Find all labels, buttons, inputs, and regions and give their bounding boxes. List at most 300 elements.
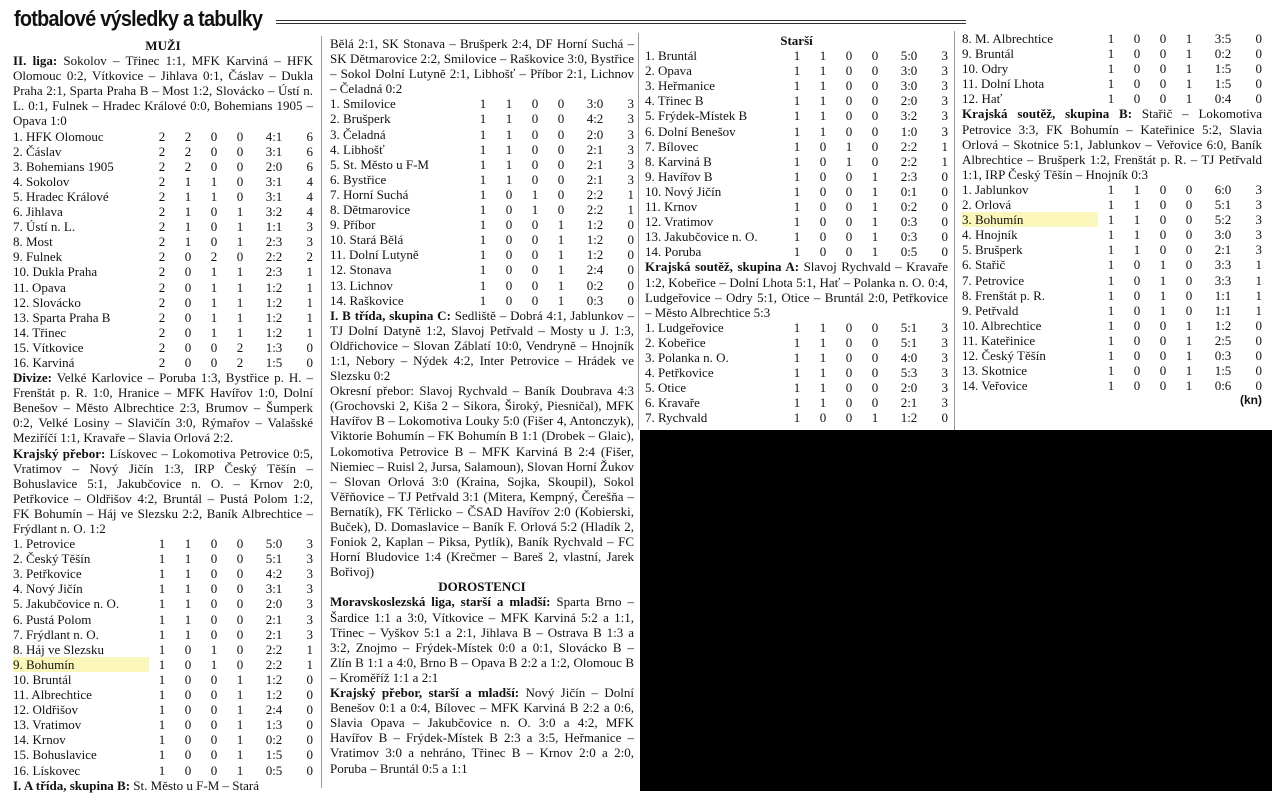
team-name: 4. Sokolov <box>13 173 70 189</box>
wins: 1 <box>1133 212 1141 228</box>
score: 1:1 <box>265 219 283 235</box>
draws: 1 <box>210 188 218 204</box>
wins: 0 <box>184 264 192 280</box>
standings-row <box>645 380 948 395</box>
games: 1 <box>793 183 801 199</box>
score: 2:1 <box>586 156 604 172</box>
draws: 0 <box>845 168 853 184</box>
losses: 1 <box>236 264 244 280</box>
score: 3:2 <box>265 204 283 220</box>
wins: 1 <box>1133 227 1141 243</box>
draws: 0 <box>845 199 853 215</box>
points: 3 <box>941 108 948 124</box>
games: 1 <box>793 168 801 184</box>
losses: 0 <box>871 78 879 94</box>
standings-row <box>645 108 948 123</box>
games: 2 <box>158 279 166 295</box>
ks-b-results <box>962 106 1262 181</box>
wins: 1 <box>819 334 827 350</box>
points: 1 <box>306 324 313 340</box>
score: 2:2 <box>265 249 283 265</box>
points: 3 <box>306 596 313 612</box>
team-name: 11. Opava <box>13 279 66 295</box>
losses: 1 <box>557 292 565 308</box>
wins: 1 <box>184 611 192 627</box>
team-name: 10. Dukla Praha <box>13 264 98 280</box>
column-divider <box>321 36 322 788</box>
points: 0 <box>1255 378 1262 394</box>
ks-b-table <box>962 182 1262 393</box>
msl-results <box>330 594 634 685</box>
wins: 0 <box>1133 347 1141 363</box>
standings-row <box>962 378 1262 393</box>
score: 1:2 <box>265 324 283 340</box>
losses: 0 <box>236 173 244 189</box>
draws: 1 <box>210 309 218 325</box>
draws: 1 <box>845 153 853 169</box>
standings-row <box>13 129 313 144</box>
draws: 0 <box>531 111 539 127</box>
team-name: 1. Bruntál <box>645 48 697 64</box>
losses: 1 <box>236 294 244 310</box>
games: 1 <box>479 217 487 233</box>
standings-row <box>962 333 1262 348</box>
games: 1 <box>793 319 801 335</box>
score: 1:2 <box>265 687 283 703</box>
points: 0 <box>1255 317 1262 333</box>
points: 1 <box>306 279 313 295</box>
draws: 0 <box>531 277 539 293</box>
points: 0 <box>306 671 313 687</box>
points: 1 <box>1255 272 1262 288</box>
wins: 0 <box>1133 287 1141 303</box>
points: 1 <box>627 202 634 218</box>
team-name: 6. Pustá Polom <box>13 611 92 627</box>
points: 3 <box>306 219 313 235</box>
standings-row <box>645 244 948 259</box>
points: 6 <box>306 128 313 144</box>
kp-dorost-text: Nový Jičín – Dolní Benešov 0:1 a 0:4, Bílovec – MFK Karviná B 2:2 a 0:6, Slavia Opava – Jakubčovice n. O. 3:0 a 4:2, MFK Havířov B – Frýdek-Místek B 2:3 a 3:5, Heřmanice – Vratimov 3:0 a nehráno, Třinec B – Krnov 2:0 a 2:0, Poruba – Bruntál 0:5 a 1:1 <box>330 685 634 776</box>
draws: 0 <box>845 380 853 396</box>
draws: 0 <box>210 596 218 612</box>
wins: 0 <box>184 641 192 657</box>
games: 1 <box>1107 257 1115 273</box>
losses: 0 <box>1185 181 1193 197</box>
wins: 0 <box>1133 332 1141 348</box>
points: 1 <box>941 153 948 169</box>
losses: 1 <box>871 199 879 215</box>
wins: 0 <box>184 294 192 310</box>
points: 0 <box>306 717 313 733</box>
wins: 0 <box>1133 46 1141 62</box>
team-name: 8. Háj ve Slezsku <box>13 641 104 657</box>
team-name: 7. Horní Suchá <box>330 186 409 202</box>
losses: 1 <box>1185 378 1193 394</box>
team-name: 14. Třinec <box>13 324 67 340</box>
points: 1 <box>627 186 634 202</box>
points: 3 <box>306 551 313 567</box>
points: 3 <box>941 78 948 94</box>
losses: 1 <box>557 232 565 248</box>
draws: 0 <box>1159 197 1167 213</box>
score: 3:0 <box>900 78 918 94</box>
losses: 1 <box>236 279 244 295</box>
draws: 0 <box>1159 46 1167 62</box>
score: 1:2 <box>265 671 283 687</box>
points: 1 <box>306 309 313 325</box>
points: 3 <box>941 349 948 365</box>
standings-row <box>330 96 634 111</box>
wins: 1 <box>819 108 827 124</box>
wins: 1 <box>505 171 513 187</box>
games: 1 <box>158 596 166 612</box>
games: 1 <box>793 229 801 245</box>
games: 1 <box>158 687 166 703</box>
team-name: 5. Frýdek-Místek B <box>645 108 748 124</box>
games: 1 <box>793 78 801 94</box>
draws: 0 <box>1159 332 1167 348</box>
draws: 0 <box>210 702 218 718</box>
standings-row <box>13 747 313 762</box>
column-divider <box>954 31 955 430</box>
ib-trida-results <box>330 308 634 383</box>
team-name: 3. Bohemians 1905 <box>13 158 114 174</box>
column-4 <box>962 31 1262 408</box>
games: 2 <box>158 158 166 174</box>
wins: 0 <box>819 168 827 184</box>
points: 3 <box>627 156 634 172</box>
standings-row <box>645 335 948 350</box>
wins: 1 <box>819 78 827 94</box>
points: 1 <box>306 294 313 310</box>
column-3 <box>645 33 948 425</box>
ia-trida-results-cont: Bělá 2:1, SK Stonava – Brušperk 2:4, DF Horní Suchá – SK Dětmarovice 2:2, Smilovice – Raškovice 3:0, Bystřice – Sokol Dolní Lutyně 2:1, Libhošť – Příbor 2:1, Lichnov – Čeladná 0:2 <box>330 36 634 97</box>
page-header <box>14 6 1264 32</box>
points: 0 <box>941 229 948 245</box>
ia-trida-results <box>13 778 313 793</box>
losses: 0 <box>871 138 879 154</box>
team-name: 5. Otice <box>645 380 687 396</box>
losses: 0 <box>871 349 879 365</box>
standings-row <box>962 363 1262 378</box>
team-name: 11. Krnov <box>645 199 698 215</box>
wins: 0 <box>184 747 192 763</box>
draws: 0 <box>210 354 218 370</box>
points: 6 <box>306 158 313 174</box>
score: 2:4 <box>265 702 283 718</box>
points: 0 <box>1255 363 1262 379</box>
games: 1 <box>1107 31 1115 46</box>
draws: 0 <box>1159 212 1167 228</box>
draws: 0 <box>1159 61 1167 77</box>
wins: 0 <box>819 183 827 199</box>
team-name: 14. Raškovice <box>330 292 404 308</box>
losses: 1 <box>1185 46 1193 62</box>
standings-row <box>13 627 313 642</box>
score: 2:2 <box>900 153 918 169</box>
team-name: 9. Bohumín <box>13 657 149 672</box>
msl-heading: Moravskoslezská liga, starší a mladší: <box>330 594 551 610</box>
column-1 <box>13 38 313 793</box>
losses: 0 <box>236 641 244 657</box>
score: 0:2 <box>265 732 283 748</box>
team-name: 10. Bruntál <box>13 671 72 687</box>
score: 6:0 <box>1214 181 1232 197</box>
draws: 0 <box>845 48 853 64</box>
standings-row <box>13 264 313 279</box>
standings-row <box>645 365 948 380</box>
team-name: 1. HFK Olomouc <box>13 128 104 144</box>
points: 0 <box>306 747 313 763</box>
games: 1 <box>158 732 166 748</box>
games: 2 <box>158 264 166 280</box>
standings-row <box>330 187 634 202</box>
team-name: 9. Petřvald <box>962 302 1019 318</box>
score: 4:0 <box>900 349 918 365</box>
standings-row <box>13 310 313 325</box>
ks-b-text: Stařič – Lokomotiva Petrovice 3:3, FK Bohumín – Kateřinice 5:2, Slavia Orlová – Skotnice 5:1, Jablunkov – Veřovice 6:0, Baník Albrechtice – Brušperk 1:2, Frenštát p. R. – TJ Petřvald 1:1, IRP Český Těšín – Hnojník 0:3 <box>962 106 1262 182</box>
standings-row <box>645 169 948 184</box>
games: 1 <box>158 656 166 672</box>
games: 1 <box>158 551 166 567</box>
draws: 0 <box>845 365 853 381</box>
team-name: 2. Český Těšín <box>13 551 91 567</box>
draws: 1 <box>1159 287 1167 303</box>
losses: 0 <box>871 108 879 124</box>
standings-row <box>13 159 313 174</box>
wins: 0 <box>184 732 192 748</box>
draws: 0 <box>210 204 218 220</box>
score: 0:2 <box>1214 46 1232 62</box>
points: 0 <box>627 262 634 278</box>
draws: 0 <box>845 395 853 411</box>
games: 1 <box>158 702 166 718</box>
team-name: 12. Oldřišov <box>13 702 78 718</box>
standings-row <box>13 536 313 551</box>
points: 3 <box>941 63 948 79</box>
team-name: 7. Rychvald <box>645 410 708 426</box>
games: 1 <box>1107 197 1115 213</box>
wins: 2 <box>184 158 192 174</box>
points: 0 <box>627 277 634 293</box>
team-name: 6. Bystřice <box>330 171 387 187</box>
points: 3 <box>306 234 313 250</box>
score: 2:2 <box>265 656 283 672</box>
score: 4:2 <box>586 111 604 127</box>
team-name: 15. Vítkovice <box>13 339 84 355</box>
points: 0 <box>1255 61 1262 77</box>
losses: 0 <box>557 141 565 157</box>
games: 1 <box>1107 61 1115 77</box>
losses: 1 <box>871 410 879 426</box>
team-name: 8. Most <box>13 234 53 250</box>
points: 1 <box>306 656 313 672</box>
team-name: 3. Heřmanice <box>645 78 716 94</box>
draws: 0 <box>845 410 853 426</box>
wins: 1 <box>505 111 513 127</box>
losses: 0 <box>236 128 244 144</box>
points: 0 <box>306 702 313 718</box>
losses: 0 <box>1185 287 1193 303</box>
team-name: 16. Karviná <box>13 354 75 370</box>
games: 1 <box>158 626 166 642</box>
team-name: 5. Jakubčovice n. O. <box>13 596 120 612</box>
draws: 0 <box>845 229 853 245</box>
draws: 0 <box>210 626 218 642</box>
draws: 0 <box>845 349 853 365</box>
points: 3 <box>627 111 634 127</box>
games: 1 <box>1107 76 1115 92</box>
standings-row <box>645 93 948 108</box>
wins: 1 <box>819 395 827 411</box>
section-title-dorostenci: DOROSTENCI <box>438 579 526 595</box>
losses: 1 <box>871 168 879 184</box>
losses: 0 <box>557 96 565 112</box>
draws: 1 <box>1159 257 1167 273</box>
title-rule <box>276 20 966 24</box>
losses: 1 <box>236 204 244 220</box>
okresni-prebor-results: Okresní přebor: Slavoj Rychvald – Baník Doubrava 4:3 (Grochovski 2, Kiša 2 – Sikora, Široký, Piesničal), MFK Havířov B – Lokomotiva Louky 5:0 (Fišer 4, Antonczyk), Viktorie Bohumín – FK Bohumín B 1:1 (Drobek – Glaic), Lokomotiva Petrovice B – MFK Karviná B 2:4 (Fišer, Niemiec – Ruisl 2, Jursa, Salamoun), Slovan Horní Žukov – Slovan Orlová 3:0 (Kraina, Sojka, Skoupil), Sokol Věřňovice – TJ Petřvald 3:1 (Mitera, Kempný, Čerešňa – Bernatík), FK Těrlicko – ČSAD Havířov 2:0 (Kobierski, Buček), D. Domaslavice – Baník F. Orlová 5:2 (Hladík 2, Foniok 2, Kaplan – Piksa, Pytlík), Baník Rychvald – FC Horní Bludovice 1:4 (Krečmer – Bareš 2, vlastní, Jarek Bořivoj) <box>330 383 634 580</box>
wins: 1 <box>184 536 192 552</box>
points: 0 <box>1255 46 1262 62</box>
score: 3:3 <box>1214 257 1232 273</box>
score: 3:1 <box>265 143 283 159</box>
team-name: 14. Krnov <box>13 732 66 748</box>
losses: 0 <box>236 188 244 204</box>
team-name: 13. Sparta Praha B <box>13 309 111 325</box>
games: 1 <box>479 111 487 127</box>
team-name: 11. Dolní Lhota <box>962 76 1045 92</box>
standings-row <box>13 687 313 702</box>
wins: 1 <box>819 63 827 79</box>
kp-dorost-results <box>330 685 634 776</box>
draws: 0 <box>1159 227 1167 243</box>
divize-text: Velké Karlovice – Poruba 1:3, Bystřice p. H. – Frenštát p. R. 1:0, Hranice – MFK Havířov 1:0, Dolní Benešov – Město Albrechtice 2:3, Brumov – Šumperk 0:2, Velké Losiny – Slavičín 3:0, Rýmařov – Valašské Meziříčí 1:1, Kravaře – Slavia Orlová 2:2. <box>13 370 313 446</box>
score: 2:2 <box>265 641 283 657</box>
games: 1 <box>479 156 487 172</box>
games: 2 <box>158 294 166 310</box>
losses: 0 <box>236 656 244 672</box>
points: 0 <box>306 732 313 748</box>
games: 1 <box>793 380 801 396</box>
standings-row <box>13 596 313 611</box>
wins: 1 <box>1133 181 1141 197</box>
points: 0 <box>941 168 948 184</box>
losses: 0 <box>871 319 879 335</box>
wins: 0 <box>184 309 192 325</box>
draws: 0 <box>1159 76 1167 92</box>
points: 0 <box>1255 31 1262 46</box>
standings-row <box>962 61 1262 76</box>
draws: 0 <box>210 611 218 627</box>
draws: 0 <box>210 219 218 235</box>
score: 2:1 <box>900 395 918 411</box>
team-name: 10. Albrechtice <box>962 317 1042 333</box>
games: 1 <box>1107 242 1115 258</box>
column-2 <box>330 36 634 776</box>
liga-table <box>13 129 313 371</box>
games: 1 <box>158 671 166 687</box>
games: 2 <box>158 309 166 325</box>
points: 2 <box>306 249 313 265</box>
team-name: 4. Petřkovice <box>645 365 714 381</box>
score: 1:1 <box>1214 287 1232 303</box>
losses: 1 <box>1185 347 1193 363</box>
score: 3:0 <box>586 96 604 112</box>
score: 1:5 <box>1214 76 1232 92</box>
team-name: 14. Veřovice <box>962 378 1028 394</box>
games: 1 <box>793 410 801 426</box>
team-name: 7. Frýdlant n. O. <box>13 626 99 642</box>
draws: 0 <box>845 183 853 199</box>
ia-trida-heading: I. A třída, skupina B: <box>13 777 131 793</box>
losses: 1 <box>1185 91 1193 107</box>
team-name: 12. Vratimov <box>645 214 714 230</box>
games: 1 <box>158 717 166 733</box>
team-name: 3. Polanka n. O. <box>645 349 729 365</box>
score: 1:5 <box>1214 61 1232 77</box>
score: 2:1 <box>586 141 604 157</box>
wins: 1 <box>184 173 192 189</box>
losses: 0 <box>236 536 244 552</box>
team-name: 15. Bohuslavice <box>13 747 97 763</box>
score: 1:3 <box>265 339 283 355</box>
standings-row <box>962 212 1262 227</box>
wins: 0 <box>184 702 192 718</box>
points: 0 <box>627 292 634 308</box>
standings-row <box>645 78 948 93</box>
wins: 0 <box>1133 378 1141 394</box>
wins: 0 <box>505 262 513 278</box>
standings-row <box>330 172 634 187</box>
team-name: 12. Hať <box>962 91 1003 107</box>
draws: 0 <box>531 262 539 278</box>
standings-row <box>13 234 313 249</box>
points: 0 <box>1255 91 1262 107</box>
points: 3 <box>627 96 634 112</box>
losses: 0 <box>871 123 879 139</box>
games: 1 <box>1107 181 1115 197</box>
standings-row <box>962 227 1262 242</box>
losses: 0 <box>236 596 244 612</box>
games: 1 <box>1107 212 1115 228</box>
ks-a-table-cont <box>962 31 1262 106</box>
wins: 0 <box>184 687 192 703</box>
losses: 0 <box>1185 242 1193 258</box>
score: 0:2 <box>900 199 918 215</box>
score: 1:2 <box>265 309 283 325</box>
standings-row <box>330 127 634 142</box>
liga-heading: II. liga: <box>13 53 58 69</box>
standings-row <box>962 76 1262 91</box>
team-name: 8. Frenštát p. R. <box>962 287 1046 303</box>
team-name: 9. Havířov B <box>645 168 713 184</box>
standings-row <box>330 293 634 308</box>
score: 0:5 <box>900 244 918 260</box>
wins: 0 <box>819 410 827 426</box>
games: 1 <box>793 108 801 124</box>
draws: 0 <box>531 292 539 308</box>
score: 5:1 <box>900 319 918 335</box>
losses: 0 <box>236 551 244 567</box>
games: 1 <box>1107 317 1115 333</box>
standings-row <box>962 288 1262 303</box>
standings-row <box>13 612 313 627</box>
score: 2:5 <box>1214 332 1232 348</box>
losses: 2 <box>236 339 244 355</box>
games: 2 <box>158 173 166 189</box>
blank-area <box>640 430 1272 791</box>
